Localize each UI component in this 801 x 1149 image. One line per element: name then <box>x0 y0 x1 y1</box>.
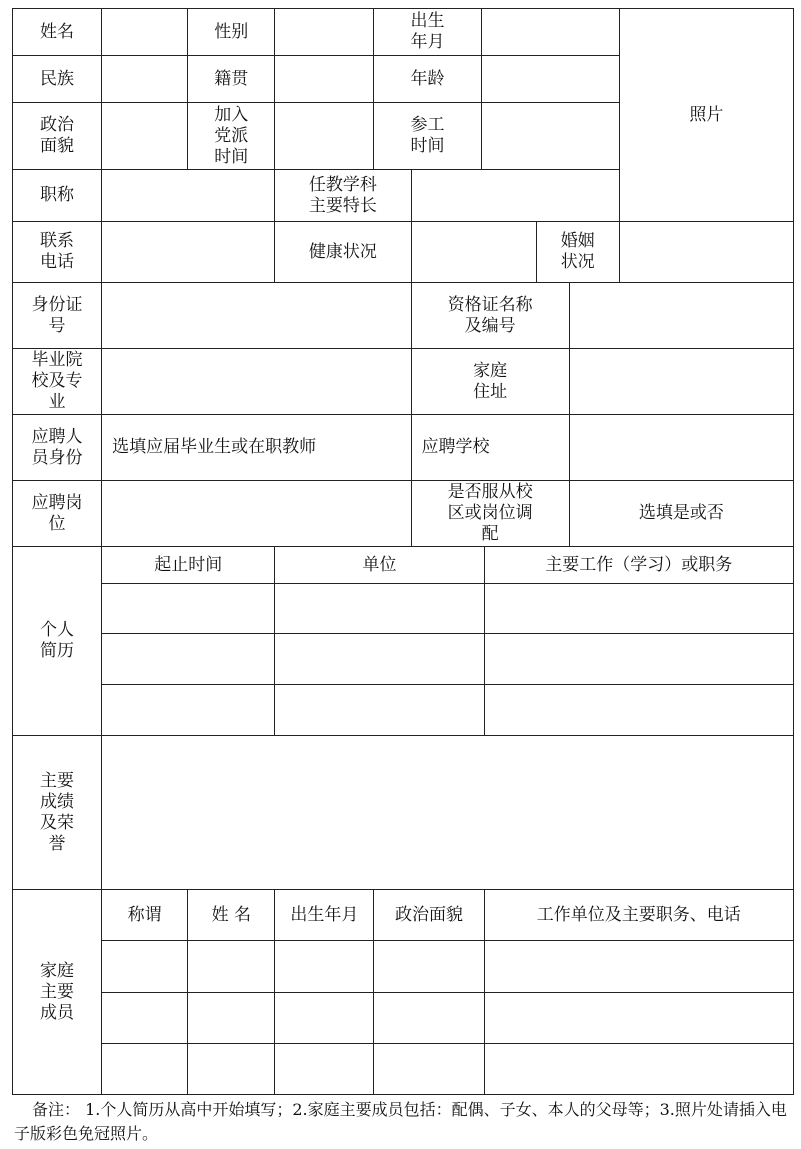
family-cell[interactable] <box>484 993 793 1044</box>
family-label: 家庭 主要 成员 <box>13 890 102 1095</box>
work-start-field[interactable] <box>481 103 619 170</box>
family-cell[interactable] <box>188 993 275 1044</box>
phone-field[interactable] <box>102 222 275 283</box>
family-cell[interactable] <box>374 1044 484 1095</box>
party-join-field[interactable] <box>275 103 374 170</box>
political-label: 政治 面貌 <box>13 103 102 170</box>
family-header-relation: 称谓 <box>102 890 188 941</box>
form-footnote: 备注： 1.个人简历从高中开始填写；2.家庭主要成员包括：配偶、子女、本人的父母等；3.照片处请插入电子版彩色免冠照片。 <box>14 1100 787 1143</box>
family-cell[interactable] <box>102 941 188 993</box>
party-join-label: 加入 党派 时间 <box>188 103 275 170</box>
position-label: 应聘岗 位 <box>13 481 102 547</box>
health-label: 健康状况 <box>275 222 411 283</box>
ethnicity-label: 民族 <box>13 56 102 103</box>
obey-field[interactable]: 选填是或否 <box>569 481 793 547</box>
resume-header-unit: 单位 <box>275 547 484 584</box>
birth-field[interactable] <box>481 9 619 56</box>
address-label: 家庭 住址 <box>411 349 569 415</box>
family-header-work: 工作单位及主要职务、电话 <box>484 890 793 941</box>
family-cell[interactable] <box>102 993 188 1044</box>
resume-cell[interactable] <box>102 584 275 634</box>
gender-label: 性别 <box>188 9 275 56</box>
cert-label: 资格证名称 及编号 <box>411 283 569 349</box>
health-field[interactable] <box>411 222 536 283</box>
obey-label: 是否服从校 区或岗位调 配 <box>411 481 569 547</box>
resume-cell[interactable] <box>275 634 484 685</box>
marital-field[interactable] <box>619 222 793 283</box>
title-label: 职称 <box>13 170 102 222</box>
birth-label: 出生 年月 <box>374 9 481 56</box>
family-cell[interactable] <box>188 1044 275 1095</box>
family-cell[interactable] <box>102 1044 188 1095</box>
id-field[interactable] <box>102 283 411 349</box>
family-cell[interactable] <box>484 1044 793 1095</box>
achievements-field[interactable] <box>102 736 794 890</box>
family-cell[interactable] <box>188 941 275 993</box>
apply-school-label: 应聘学校 <box>411 415 569 481</box>
achievements-label: 主要 成绩 及荣 誉 <box>13 736 102 890</box>
family-cell[interactable] <box>275 941 374 993</box>
school-field[interactable] <box>102 349 411 415</box>
position-field[interactable] <box>102 481 411 547</box>
school-label: 毕业院 校及专 业 <box>13 349 102 415</box>
marital-label: 婚姻 状况 <box>536 222 619 283</box>
political-field[interactable] <box>102 103 188 170</box>
resume-header-duty: 主要工作（学习）或职务 <box>484 547 793 584</box>
native-place-field[interactable] <box>275 56 374 103</box>
resume-label: 个人 简历 <box>13 547 102 736</box>
age-label: 年龄 <box>374 56 481 103</box>
subject-field[interactable] <box>411 170 619 222</box>
work-start-label: 参工 时间 <box>374 103 481 170</box>
resume-cell[interactable] <box>484 634 793 685</box>
resume-cell[interactable] <box>275 685 484 736</box>
applicant-type-field[interactable]: 选填应届毕业生或在职教师 <box>102 415 411 481</box>
id-label: 身份证 号 <box>13 283 102 349</box>
family-header-birth: 出生年月 <box>275 890 374 941</box>
ethnicity-field[interactable] <box>102 56 188 103</box>
family-cell[interactable] <box>374 993 484 1044</box>
phone-label: 联系 电话 <box>13 222 102 283</box>
family-cell[interactable] <box>374 941 484 993</box>
family-cell[interactable] <box>275 1044 374 1095</box>
family-cell[interactable] <box>484 941 793 993</box>
name-label: 姓名 <box>13 9 102 56</box>
resume-cell[interactable] <box>484 685 793 736</box>
name-field[interactable] <box>102 9 188 56</box>
resume-cell[interactable] <box>102 634 275 685</box>
family-header-political: 政治面貌 <box>374 890 484 941</box>
photo-cell[interactable]: 照片 <box>619 9 793 222</box>
resume-cell[interactable] <box>484 584 793 634</box>
age-field[interactable] <box>481 56 619 103</box>
application-form-table <box>12 8 794 1095</box>
resume-header-period: 起止时间 <box>102 547 275 584</box>
address-field[interactable] <box>569 349 793 415</box>
family-cell[interactable] <box>275 993 374 1044</box>
subject-label: 任教学科 主要特长 <box>275 170 411 222</box>
resume-cell[interactable] <box>102 685 275 736</box>
title-field[interactable] <box>102 170 275 222</box>
native-place-label: 籍贯 <box>188 56 275 103</box>
gender-field[interactable] <box>275 9 374 56</box>
resume-cell[interactable] <box>275 584 484 634</box>
applicant-type-label: 应聘人 员身份 <box>13 415 102 481</box>
cert-field[interactable] <box>569 283 793 349</box>
family-header-name: 姓 名 <box>188 890 275 941</box>
apply-school-field[interactable] <box>569 415 793 481</box>
